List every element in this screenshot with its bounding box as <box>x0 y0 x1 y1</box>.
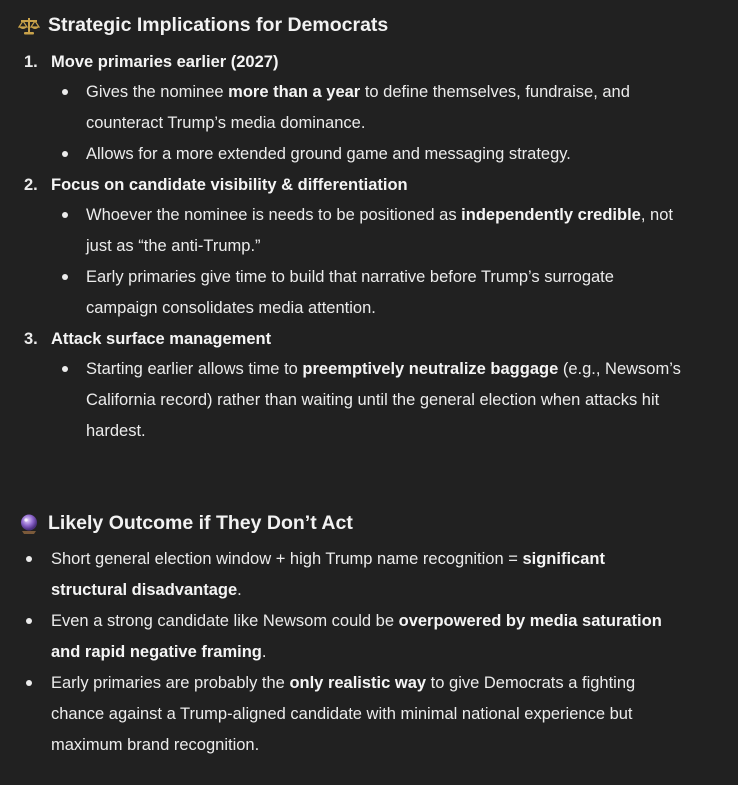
balance-scale-icon <box>18 15 40 37</box>
list-item-text: California record) rather than waiting until the general election when attacks hit <box>86 391 660 409</box>
section-heading-likely-outcome <box>18 512 353 535</box>
list-item-heading: Move primaries earlier (2027) <box>51 53 279 71</box>
bullet-dot <box>62 151 68 157</box>
list-number: 2. <box>24 176 38 194</box>
list-item-text: Starting earlier allows time to preemptively neutralize baggage (e.g., Newsom’s <box>86 360 681 378</box>
list-item-heading: Attack surface management <box>51 330 272 348</box>
section-heading-strategic-implications <box>18 14 388 37</box>
bullet-dot <box>26 680 32 686</box>
list-item-text: and rapid negative framing. <box>51 643 267 661</box>
list-item-text: Short general election window + high Trump name recognition = significant <box>51 550 605 568</box>
bullet-dot <box>26 618 32 624</box>
list-number: 3. <box>24 330 38 348</box>
list-item-text: Early primaries are probably the only realistic way to give Democrats a fighting <box>51 674 636 692</box>
list-item-text: hardest. <box>86 422 146 440</box>
list-item-text: campaign consolidates media attention. <box>86 299 376 317</box>
bullet-dot <box>62 366 68 372</box>
list-item-heading: Focus on candidate visibility & differentiation <box>51 176 408 194</box>
bullet-dot <box>26 556 32 562</box>
crystal-ball-icon <box>18 513 40 535</box>
list-number: 1. <box>24 53 38 71</box>
bullet-dot <box>62 274 68 280</box>
section-title: Likely Outcome if They Don’t Act <box>48 512 353 534</box>
list-item-text: Allows for a more extended ground game and messaging strategy. <box>86 145 571 163</box>
bullet-dot <box>62 212 68 218</box>
list-item-text: maximum brand recognition. <box>51 736 260 754</box>
list-item-text: structural disadvantage. <box>51 581 242 599</box>
list-item-text: just as “the anti-Trump.” <box>86 237 261 255</box>
list-item-text: Early primaries give time to build that narrative before Trump’s surrogate <box>86 268 614 286</box>
list-item-text: counteract Trump’s media dominance. <box>86 114 366 132</box>
list-item-text: Gives the nominee more than a year to define themselves, fundraise, and <box>86 83 630 101</box>
list-item-text: Whoever the nominee is needs to be positioned as independently credible, not <box>86 206 673 224</box>
bullet-dot <box>62 89 68 95</box>
list-item-text: Even a strong candidate like Newsom could be overpowered by media saturation <box>51 612 662 630</box>
section-title: Strategic Implications for Democrats <box>48 14 389 36</box>
list-item-text: chance against a Trump-aligned candidate with minimal national experience but <box>51 705 633 723</box>
